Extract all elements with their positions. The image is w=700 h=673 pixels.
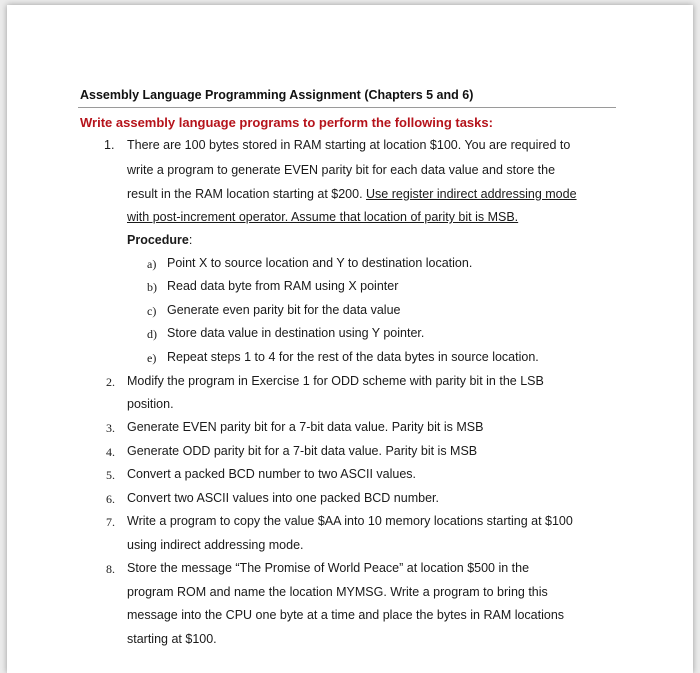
q6-number: 6. xyxy=(106,492,115,506)
q1-number: 1. xyxy=(104,138,115,152)
q4-number: 4. xyxy=(106,445,115,459)
q8-line-3: message into the CPU one byte at a time and place the bytes in RAM locations xyxy=(127,608,565,622)
step-text: Repeat steps 1 to 4 for the rest of the data bytes in source location. xyxy=(167,350,539,364)
step-marker: a) xyxy=(147,257,157,271)
q8-line-1: Store the message “The Promise of World Peace” at location $500 in the xyxy=(127,561,530,575)
q8-number: 8. xyxy=(106,562,115,576)
q1-line-3 xyxy=(127,187,577,201)
assignment-title: Assembly Language Programming Assignment (Chapters 5 and 6) xyxy=(80,88,474,102)
q1-line-1: There are 100 bytes stored in RAM starting at location $100. You are required to xyxy=(127,138,571,152)
step-marker: e) xyxy=(147,351,157,365)
step-text: Point X to source location and Y to destination location. xyxy=(167,256,473,270)
q7-number: 7. xyxy=(106,515,115,529)
q1-line-4: with post-increment operator. Assume that location of parity bit is MSB. xyxy=(127,210,519,224)
step-text: Generate even parity bit for the data value xyxy=(167,303,401,317)
q3-line-1: Generate EVEN parity bit for a 7-bit data value. Parity bit is MSB xyxy=(127,420,484,434)
step-text: Store data value in destination using Y pointer. xyxy=(167,326,425,340)
q3-number: 3. xyxy=(106,421,115,435)
step-marker: b) xyxy=(147,280,157,294)
q8-line-4: starting at $100. xyxy=(127,632,217,646)
q5-number: 5. xyxy=(106,468,115,482)
q7-line-1: Write a program to copy the value $AA into 10 memory locations starting at $100 xyxy=(127,514,573,528)
instructions-heading: Write assembly language programs to perform the following tasks: xyxy=(80,115,493,130)
q2-line-2: position. xyxy=(127,397,174,411)
q8-line-2: program ROM and name the location MYMSG. Write a program to bring this xyxy=(127,585,548,599)
q1-line-2: write a program to generate EVEN parity bit for each data value and store the xyxy=(127,163,556,177)
q1-line-3-underlined: Use register indirect addressing mode xyxy=(366,187,577,201)
q2-line-1: Modify the program in Exercise 1 for ODD scheme with parity bit in the LSB xyxy=(127,374,544,388)
step-text: Read data byte from RAM using X pointer xyxy=(167,279,399,293)
procedure-label-colon: : xyxy=(188,233,193,247)
q4-line-1: Generate ODD parity bit for a 7-bit data value. Parity bit is MSB xyxy=(127,444,478,458)
title-divider xyxy=(78,107,616,108)
step-marker: c) xyxy=(147,304,157,318)
q6-line-1: Convert two ASCII values into one packed BCD number. xyxy=(127,491,439,505)
q1-line-3-text: result in the RAM location starting at $200. xyxy=(127,187,367,201)
step-marker: d) xyxy=(147,327,157,341)
q2-number: 2. xyxy=(106,375,115,389)
q7-line-2: using indirect addressing mode. xyxy=(127,538,304,552)
procedure-label-text: Procedure xyxy=(127,233,189,247)
q5-line-1: Convert a packed BCD number to two ASCII values. xyxy=(127,467,417,481)
procedure-label xyxy=(127,233,192,247)
